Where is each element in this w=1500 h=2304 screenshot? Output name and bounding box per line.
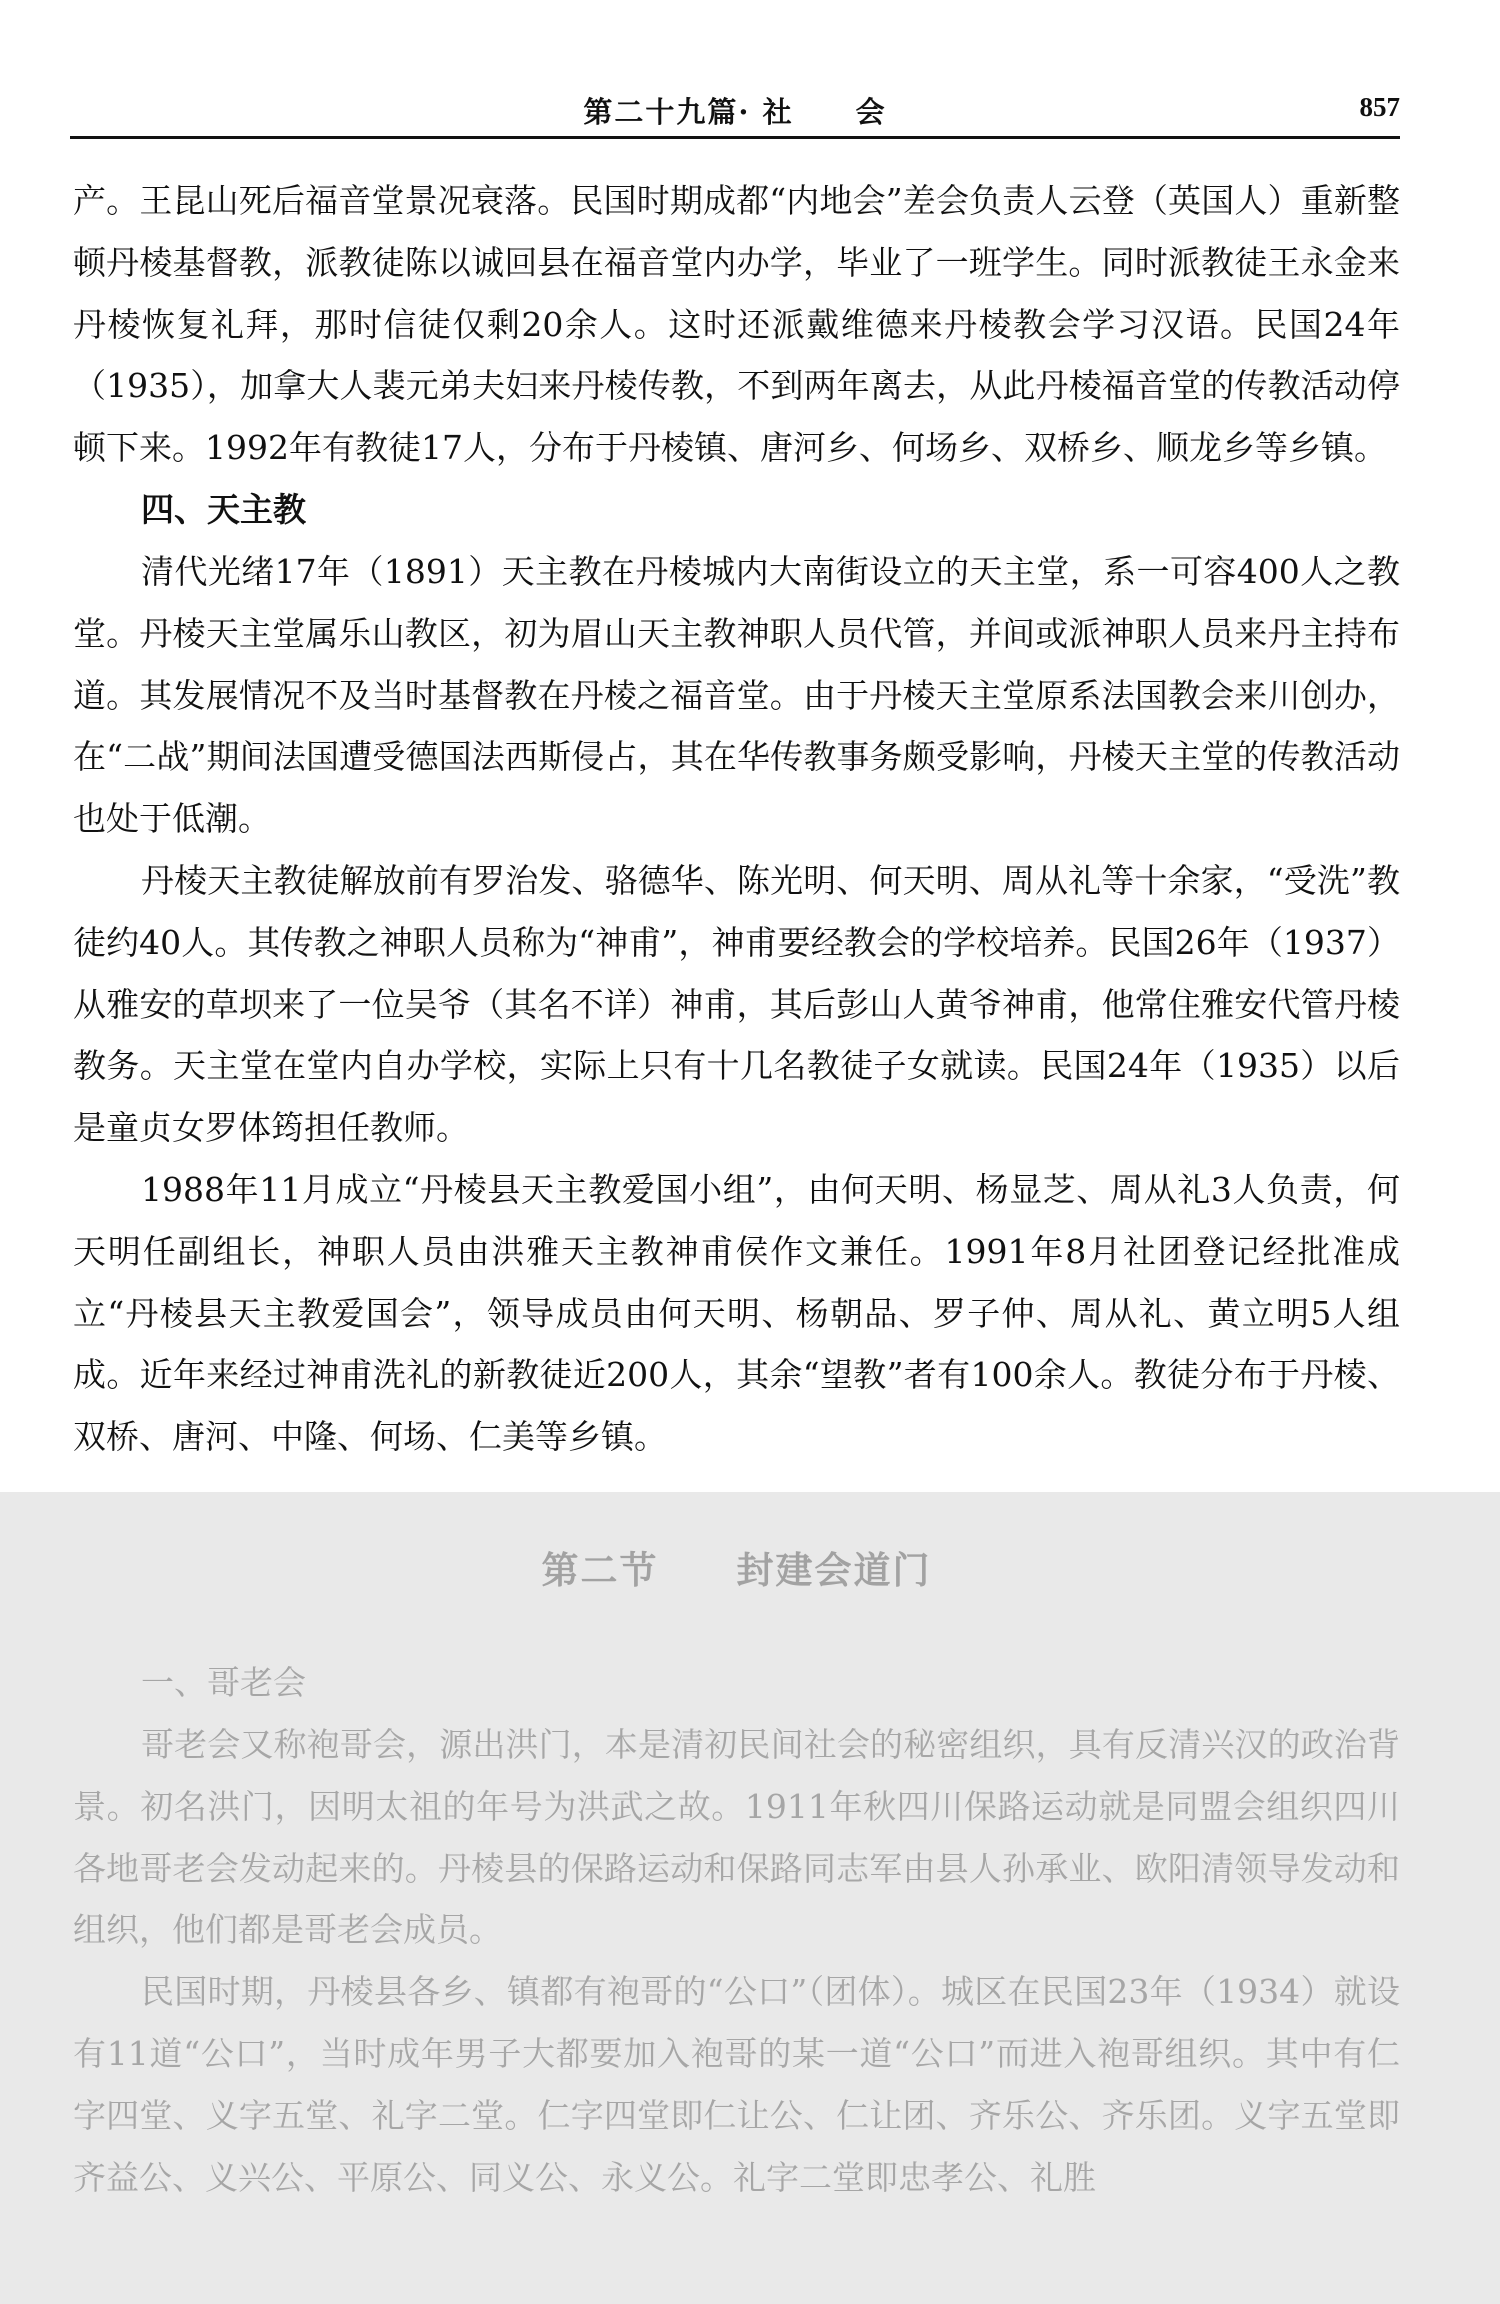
paragraph-protestant-continued: 产。王昆山死后福音堂景况衰落。民国时期成都“内地会”差会负责人云登（英国人）重新整顿丹棱基督教，派教徒陈以诚回县在福音堂内办学，毕业了一班学生。同时派教徒王永金来丹棱恢复礼拜，那时信徒仅剩20余人。这时还派戴维德来丹棱教会学习汉语。民国24年（1935），加拿大人裴元弟夫妇来丹棱传教，不到两年离去，从此丹棱福音堂的传教活动停顿下来。1992年有教徒17人，分布于丹棱镇、唐河乡、何场乡、双桥乡、顺龙乡等乡镇。 [73,181,1400,468]
paragraph-gelaohui-republic: 民国时期，丹棱县各乡、镇都有袍哥的“公口”（团体）。城区在民国23年（1934）就设有11道“公口”，当时成年男子大都要加入袍哥的某一道“公口”而进入袍哥组织。其中有仁字四堂、义字五堂、礼字二堂。仁字四堂即仁让公、仁让团、齐乐公、齐乐团。义字五堂即齐益公、义兴公、平原公、同义公、永义公。礼字二堂即忠孝公、礼胜 [73,1972,1400,2197]
heading-gelaohui: 一、哥老会 [141,1663,306,1702]
paragraph-catholic-members: 丹棱天主教徒解放前有罗治发、骆德华、陈光明、何天明、周从礼等十余家，“受洗”教徒约40人。其传教之神职人员称为“神甫”，神甫要经教会的学校培养。民国26年（1937）从雅安的草坝来了一位吴爷（其名不详）神甫，其后彭山人黄爷神甫，他常住雅安代管丹棱教务。天主堂在堂内自办学校，实际上只有十几名教徒子女就读。民国24年（1935）以后是童贞女罗体筠担任教师。 [73,860,1400,1148]
page-header [70,86,1400,139]
paragraph-gelaohui-origin: 哥老会又称袍哥会，源出洪门，本是清初民间社会的秘密组织，具有反清兴汉的政治背景。初名洪门，因明太祖的年号为洪武之故。1911年秋四川保路运动就是同盟会组织四川各地哥老会发动起来的。丹棱县的保路运动和保路同志军由县人孙承业、欧阳清领导发动和组织，他们都是哥老会成员。 [73,1725,1400,1950]
paragraph-catholic-association: 1988年11月成立“丹棱县天主教爱国小组”，由何天明、杨显芝、周从礼3人负责，何天明任副组长，神职人员由洪雅天主教神甫侯作文兼任。1991年8月社团登记经批准成立“丹棱县天主教爱国会”，领导成员由何天明、杨朝品、罗子仲、周从礼、黄立明5人组成。近年来经过神甫洗礼的新教徒近200人，其余“望教”者有100余人。教徒分布于丹棱、双桥、唐河、中隆、何场、仁美等乡镇。 [73,1169,1400,1457]
paragraph-catholic-church-history: 清代光绪17年（1891）天主教在丹棱城内大南街设立的天主堂，系一可容400人之教堂。丹棱天主堂属乐山教区，初为眉山天主教神职人员代管，并间或派神职人员来丹主持布道。其发展情况不及当时基督教在丹棱之福音堂。由于丹棱天主堂原系法国教会来川创办，在“二战”期间法国遭受德国法西斯侵占，其在华传教事务颇受影响，丹棱天主堂的传教活动也处于低潮。 [73,551,1400,839]
page-number: 857 [1359,92,1400,122]
main-text [73,170,1400,1468]
heading-catholicism: 四、天主教 [141,489,306,529]
running-title: 第二十九篇· 社 会 [583,95,887,129]
faded-next-section [0,1492,1500,2304]
faded-section-body [73,1652,1400,2208]
section-title: 第二节 封建会道门 [541,1548,932,1592]
